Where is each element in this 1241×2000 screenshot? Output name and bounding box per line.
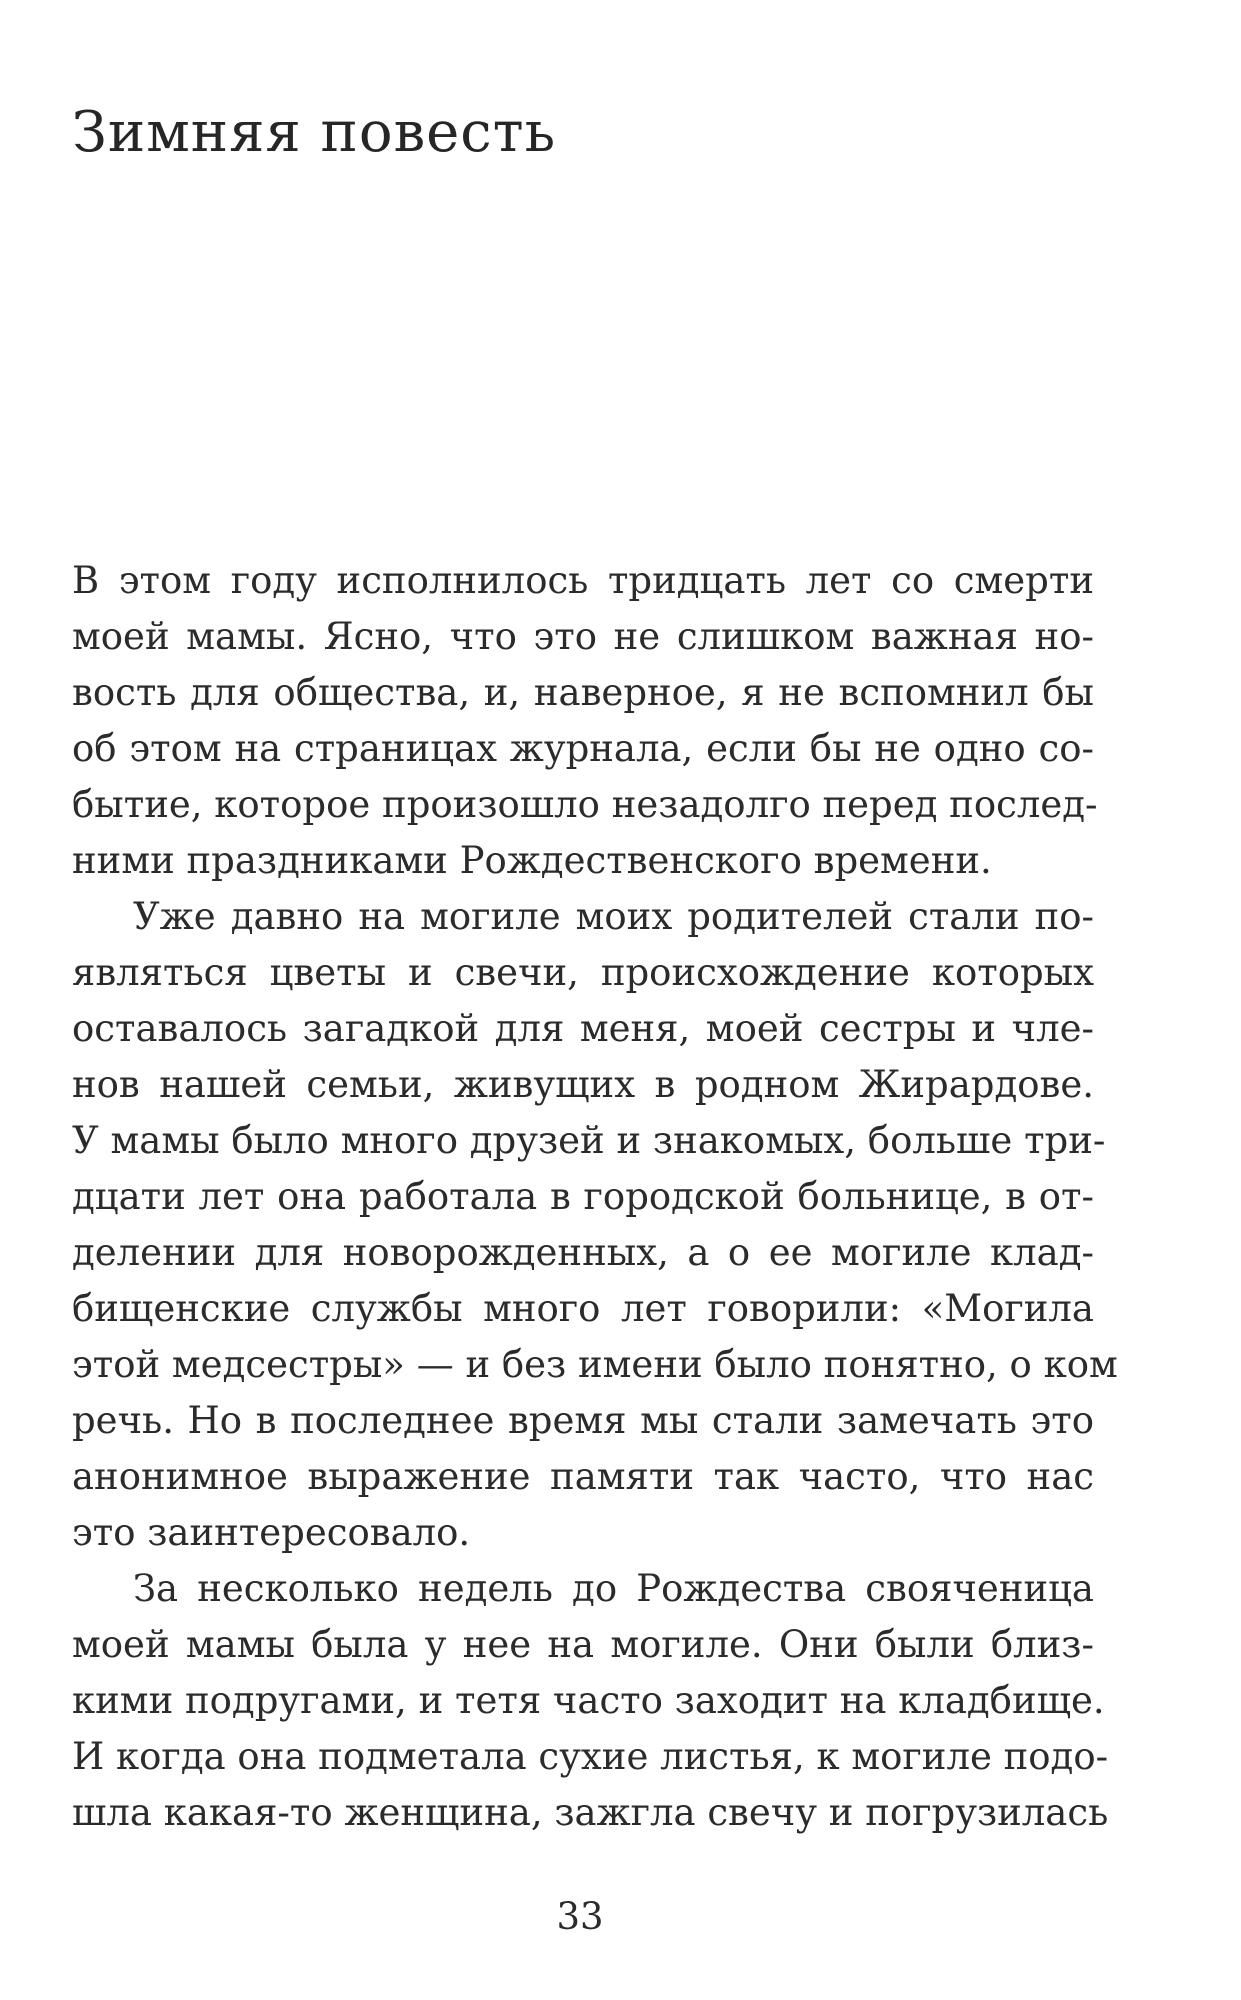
page-number: 33 [556, 1895, 604, 1938]
text-line: бытие, которое произошло незадолго перед послед- [72, 783, 1098, 826]
text-line: являться цветы и свечи, происхождение которых [72, 951, 1094, 994]
text-line: этой медсестры» — и без имени было понятно, о ком [72, 1343, 1118, 1386]
text-line: кими подругами, и тетя часто заходит на кладбище. [72, 1679, 1105, 1722]
text-line: делении для новорожденных, а о ее могиле клад- [72, 1231, 1094, 1274]
text-line: И когда она подметала сухие листья, к могиле подо- [72, 1735, 1109, 1778]
text-line: об этом на страницах журнала, если бы не одно со- [72, 727, 1094, 770]
text-line: моей мамы. Ясно, что это не слишком важная но- [72, 615, 1094, 658]
text-line: Уже давно на могиле моих родителей стали по- [133, 895, 1094, 938]
text-line: это заинтересовало. [72, 1511, 471, 1554]
text-line: шла какая-то женщина, зажгла свечу и погрузилась [72, 1791, 1109, 1834]
text-line: бищенские службы много лет говорили: «Могила [72, 1287, 1094, 1330]
text-line: дцати лет она работала в городской больнице, в от- [72, 1175, 1094, 1218]
text-line: речь. Но в последнее время мы стали замечать это [72, 1399, 1094, 1442]
text-line: моей мамы была у нее на могиле. Они были близ- [72, 1623, 1094, 1666]
text-line: У мамы было много друзей и знакомых, больше три- [72, 1119, 1106, 1162]
text-line: ними праздниками Рождественского времени. [72, 839, 992, 882]
text-line: За несколько недель до Рождества свояченица [133, 1567, 1094, 1610]
text-line: оставалось загадкой для меня, моей сестры и чле- [72, 1007, 1094, 1050]
text-line: вость для общества, и, наверное, я не вспомнил бы [72, 671, 1094, 714]
text-line: нов нашей семьи, живущих в родном Жирардове. [72, 1063, 1094, 1106]
body-text [72, 553, 1118, 1841]
text-line: анонимное выражение памяти так часто, что нас [72, 1455, 1094, 1498]
chapter-title: Зимняя повесть [72, 100, 557, 165]
text-line: В этом году исполнилось тридцать лет со смерти [72, 559, 1094, 602]
